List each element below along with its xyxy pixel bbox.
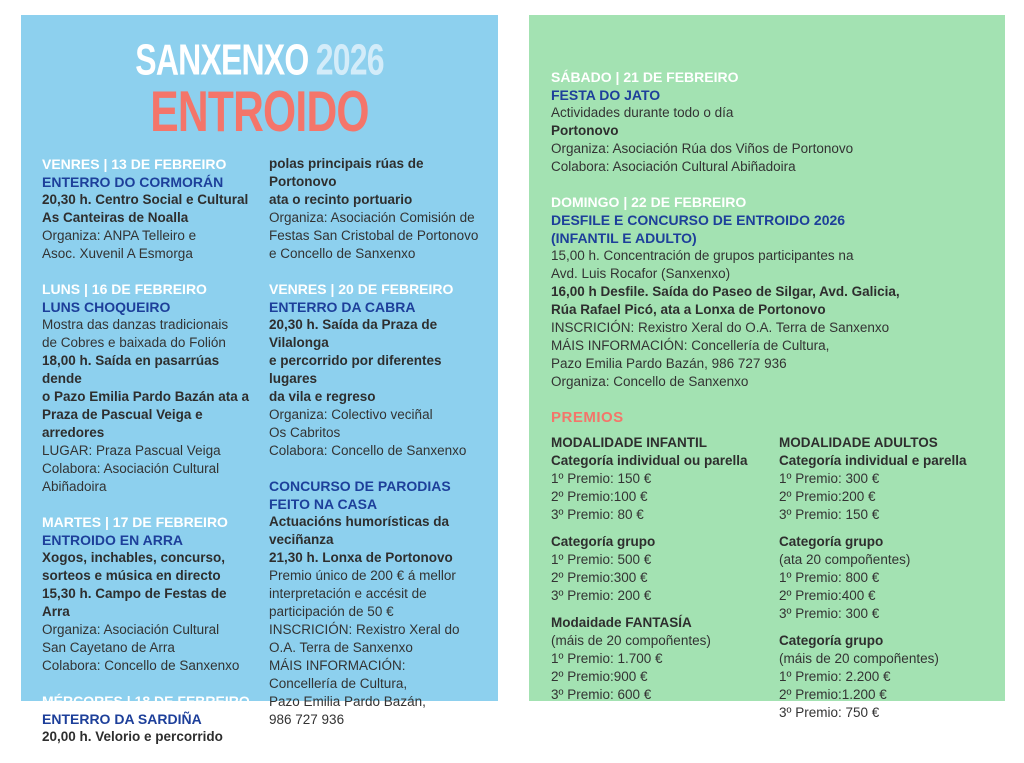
event-detail: o Pazo Emilia Pardo Bazán ata a [42,388,250,404]
event-detail: INSCRICIÓN: Rexistro Xeral do O.A. Terra de Sanxenxo [551,320,890,335]
event-detail: O.A. Terra de Sanxenxo [269,639,413,655]
left-column-1 [42,155,253,763]
premio-line: Categoría individual e parella [779,453,967,468]
premio-line: (máis de 20 compoñentes) [779,651,939,666]
premio-line: 2º Premio:300 € [551,570,648,585]
prize-group [779,434,981,524]
event-detail: Mostra das danzas tradicionais [42,316,229,332]
event-detail: Festas San Cristobal de Portonovo [269,227,479,243]
event-day: VENRES | 20 DE FEBREIRO [269,280,454,297]
event-detail: Organiza: ANPA Telleiro e [42,227,197,243]
event-detail: Concellería de Cultura, [269,675,408,691]
event-title: LUNS CHOQUEIRO [42,298,171,315]
event-detail: Colabora: Concello de Sanxenxo [269,442,467,458]
event-detail: ata o recinto portuario [269,191,413,207]
premio-line: 3º Premio: 150 € [779,507,880,522]
event-detail: 986 727 936 [269,711,345,727]
premio-line: 3º Premio: 300 € [779,606,880,621]
event-detail: participación de 50 € [269,603,394,619]
event-detail: 18,00 h. Saída en pasarrúas dende [42,352,220,386]
premio-line: 1º Premio: 150 € [551,471,652,486]
right-card-blocks [529,15,1005,391]
premio-line: 1º Premio: 2.200 € [779,669,891,684]
event-detail: e percorrido por diferentes lugares [269,352,442,386]
event-detail: Os Cabritos [269,424,341,440]
event-day: DOMINGO | 22 DE FEBREIRO [551,194,747,210]
event-detail: As Canteiras de Noalla [42,209,189,225]
event-title: FESTA DO JATO [551,87,661,103]
title-entroido: ENTROIDO [150,78,369,143]
premio-line: 2º Premio:100 € [551,489,648,504]
event-detail: Praza de Pascual Veiga e arredores [42,406,203,440]
event-block [42,692,253,746]
event-title: ENTROIDO EN ARRA [42,531,184,548]
event-detail: Colabora: Asociación Cultural Abiñadoira [551,159,796,174]
left-column-2 [269,155,480,763]
event-detail: 20,30 h. Saída da Praza de Vilalonga [269,316,438,350]
premio-line: 3º Premio: 200 € [551,588,652,603]
premio-line: 3º Premio: 600 € [551,687,652,702]
event-detail: Avd. Luis Rocafor (Sanxenxo) [551,266,731,281]
event-detail: Colabora: Concello de Sanxenxo [42,657,240,673]
premio-line: Categoría grupo [551,534,656,549]
event-detail: 20,00 h. Velorio e percorrido [42,728,223,744]
premio-line: 2º Premio:900 € [551,669,648,684]
event-detail: Actividades durante todo o día [551,105,734,120]
premio-line: (máis de 20 compoñentes) [551,633,711,648]
premio-line: 1º Premio: 1.700 € [551,651,663,666]
poster-title [21,15,498,143]
left-card-columns [21,155,498,763]
premio-line: MODALIDADE ADULTOS [779,435,938,450]
event-detail: da vila e regreso [269,388,376,404]
premios-column-adultos [779,434,981,731]
event-detail: Portonovo [551,123,619,138]
event-block [42,280,253,496]
premios-column-infantil [551,434,753,731]
premio-line: 3º Premio: 750 € [779,705,880,720]
event-detail: e Concello de Sanxenxo [269,245,416,261]
title-year: 2026 [315,36,384,85]
event-title: FEITO NA CASA [269,495,378,512]
event-detail: veciñanza [269,531,334,547]
event-detail: Organiza: Asociación Cultural [42,621,220,637]
premio-line: 3º Premio: 80 € [551,507,644,522]
event-detail: Colabora: Asociación Cultural [42,460,220,476]
event-block [269,280,480,460]
prize-group [779,533,981,623]
premio-line: Categoría grupo [779,534,884,549]
event-block [42,513,253,675]
event-detail: Organiza: Asociación Rúa dos Viños de Portonovo [551,141,854,156]
premio-line: 2º Premio:400 € [779,588,876,603]
premio-line: 2º Premio:200 € [779,489,876,504]
event-detail: Organiza: Colectivo veciñal [269,406,433,422]
prize-group [551,533,753,605]
event-detail: Pazo Emilia Pardo Bazán, 986 727 936 [551,356,787,371]
title-line-1 [69,36,451,85]
prize-group [779,632,981,722]
event-detail: de Cobres e baixada do Folión [42,334,226,350]
premio-line: MODALIDADE INFANTIL [551,435,707,450]
event-detail: Pazo Emilia Pardo Bazán, [269,693,426,709]
event-day: VENRES | 13 DE FEBREIRO [42,155,227,172]
event-block [269,477,480,729]
event-title: ENTERRO DA SARDIÑA [42,710,202,727]
event-detail: INSCRICIÓN: Rexistro Xeral do [269,621,460,637]
event-title: ENTERRO DO CORMORÁN [42,173,224,190]
event-detail: 20,30 h. Centro Social e Cultural [42,191,249,207]
event-detail: Xogos, inchables, concurso, [42,549,226,565]
event-detail: Premio único de 200 € á mellor [269,567,456,583]
premio-line: Categoría individual ou parella [551,453,748,468]
event-title: CONCURSO DE PARODIAS [269,477,451,494]
event-detail: MÁIS INFORMACIÓN: Concellería de Cultura, [551,338,830,353]
premio-line: 2º Premio:1.200 € [779,687,887,702]
premio-line: 1º Premio: 800 € [779,570,880,585]
title-sanxenxo: SANXENXO [135,36,309,85]
event-title: ENTERRO DA CABRA [269,298,416,315]
event-block [551,68,981,176]
prize-group [551,434,753,524]
event-title: (INFANTIL E ADULTO) [551,230,697,246]
premio-line: (ata 20 compoñentes) [779,552,911,567]
premios-section [529,408,1005,731]
event-detail: Abiñadoira [42,478,107,494]
event-detail: Rúa Rafael Picó, ata a Lonxa de Portonovo [551,302,826,317]
program-card-left [21,15,498,744]
premio-line: 1º Premio: 300 € [779,471,880,486]
event-detail: Organiza: Asociación Comisión de [269,209,475,225]
event-detail: Organiza: Concello de Sanxenxo [551,374,749,389]
premios-columns [551,434,981,731]
event-block [269,155,480,263]
event-detail: 15,30 h. Campo de Festas de Arra [42,585,227,619]
event-detail: San Cayetano de Arra [42,639,175,655]
event-block [42,155,253,263]
event-detail: sorteos e música en directo [42,567,221,583]
premio-line: Modaidade FANTASÍA [551,615,692,630]
event-detail: MÁIS INFORMACIÓN: [269,657,406,673]
premio-line: Categoría grupo [779,633,884,648]
event-block [551,193,981,391]
event-detail: 15,00 h. Concentración de grupos participantes na [551,248,854,263]
event-detail: interpretación e accésit de [269,585,427,601]
prize-group [551,614,753,704]
event-detail: 16,00 h Desfile. Saída do Paseo de Silgar, Avd. Galicia, [551,284,900,299]
event-day: MÉRCORES | 18 DE FEBREIRO [42,692,250,709]
event-day: LUNS | 16 DE FEBREIRO [42,280,207,297]
event-detail: Actuacións humorísticas da [269,513,450,529]
premios-heading: PREMIOS [551,409,624,426]
event-day: SÁBADO | 21 DE FEBREIRO [551,69,739,85]
program-card-right [529,15,1005,720]
event-day: MARTES | 17 DE FEBREIRO [42,513,228,530]
event-title: DESFILE E CONCURSO DE ENTROIDO 2026 [551,212,846,228]
event-detail: LUGAR: Praza Pascual Veiga [42,442,221,458]
event-detail: 21,30 h. Lonxa de Portonovo [269,549,453,565]
event-detail: Asoc. Xuvenil A Esmorga [42,245,193,261]
event-detail: polas principais rúas de Portonovo [269,155,424,189]
premio-line: 1º Premio: 500 € [551,552,652,567]
